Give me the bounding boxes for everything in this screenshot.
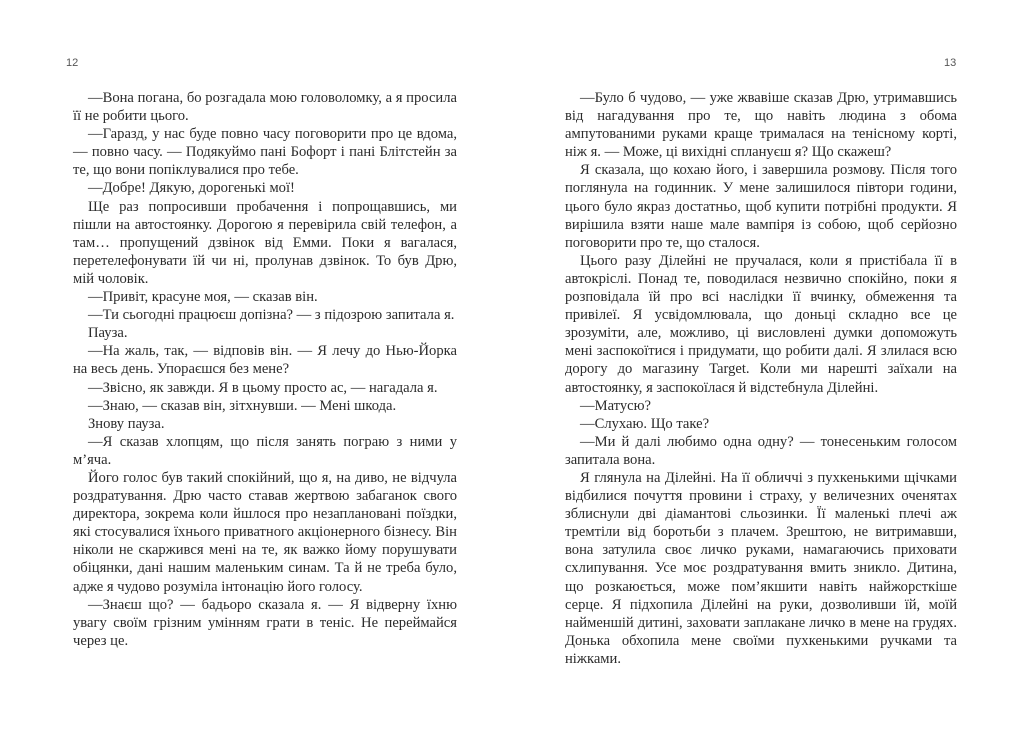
- paragraph: —Вона погана, бо розгадала мою головоломку, а я просила її не робити цього.: [73, 90, 457, 125]
- paragraph: Ще раз попросивши пробачення і попрощавшись, ми пішли на автостоянку. Дорогою я перевірила свій телефон, а там… пропущений дзвінок від Емми. Поки я вагалася, перетелефонувати їй чи ні, пролунав дзвінок. То був Дрю, мій чоловік.: [73, 198, 457, 287]
- paragraph: Я глянула на Ділейні. На її обличчі з пухкенькими щічками відбилися почуття провини і страху, у величезних оченятах зблиснули дві діамантові сльозинки. Її маленькі плечі аж тремтіли від боротьби з плачем. Зрештою, не витримавши, вона затулила своє личко руками, намагаючись приховати схлипування. Усе моє роздратування вмить зникло. Дитина, що розкаюється, може пом’якшити навіть найжорсткіше серце. Я підхопила Ділейні на руки, дозволивши їй, моїй найменшій дитині, заховати заплакане личко в мене на грудях. Донька обхопила мене своїми пухкенькими ручками та ніжками.: [565, 469, 957, 667]
- page-number-right: 13: [944, 57, 957, 69]
- paragraph: —Знаю, — сказав він, зітхнувши. — Мені шкода.: [88, 397, 397, 414]
- paragraph: —Звісно, як завжди. Я в цьому просто ас, — нагадала я.: [88, 379, 438, 396]
- paragraph: —Ти сьогодні працюєш допізна? — з підозрою запитала я.: [88, 307, 455, 324]
- paragraph: Я сказала, що кохаю його, і завершила розмову. Після того поглянула на годинник. У мене залишилося півтори години, цього було якраз достатньо, щоб купити потрібні продукти. Я вирішила взяти наше мале вампіря із собою, щоб серйозно поговорити про те, що сталося.: [565, 162, 957, 251]
- paragraph: —Матусю?: [580, 397, 652, 414]
- paragraph: —Слухаю. Що таке?: [580, 415, 710, 432]
- paragraph: —Привіт, красуне моя, — сказав він.: [88, 289, 318, 306]
- paragraph: Цього разу Ділейні не пручалася, коли я пристібала її в автокріслі. Понад те, поводилася незвично спокійно, поки я розповідала їй про всі наслідки її вчинку, обмеження та привілеї. Я усвідомлювала, що доньці складно все це зрозуміти, але, можливо, ці висловлені думки допоможуть мені заспокоїтися і придумати, що робити далі. Я злилася всю дорогу до магазину Target. Коли ми нарешті заїхали на автостоянку, я заспокоїлася й відстебнула Ділейні.: [565, 252, 957, 396]
- paragraph: —Ми й далі любимо одна одну? — тонесеньким голосом запитала вона.: [565, 433, 957, 468]
- paragraph: —Було б чудово, — уже жвавіше сказав Дрю, утримавшись від нагадування про те, що навіть людина з обома ампутованими руками краще трималася на тенісному корті, ніж я. — Може, ці вихідні сплануєш я? Що скажеш?: [565, 90, 957, 161]
- paragraph: —Добре! Дякую, дорогенькі мої!: [88, 180, 295, 197]
- right-page-text: [565, 89, 957, 668]
- paragraph: —Гаразд, у нас буде повно часу поговорити про це вдома, — повно часу. — Подякуймо пані Бофорт і пані Блітстейн за те, що вони попіклувалися про тебе.: [73, 126, 457, 179]
- paragraph: Знову пауза.: [88, 415, 165, 432]
- paragraph: —Знаєш що? — бадьоро сказала я. — Я відверну їхню увагу своїм грізним умінням грати в теніс. Не переймайся через це.: [73, 596, 457, 649]
- paragraph: —Я сказав хлопцям, що після занять пограю з ними у м’яча.: [73, 433, 457, 468]
- paragraph: —На жаль, так, — відповів він. — Я лечу до Нью-Йорка на весь день. Упораєшся без мене?: [73, 343, 457, 378]
- paragraph: Пауза.: [88, 325, 128, 342]
- paragraph: Його голос був такий спокійний, що я, на диво, не відчула роздратування. Дрю часто ставав жертвою забаганок свого директора, зокрема коли йшлося про незаплановані поїздки, які стосувалися їхнього приватного акціонерного бізнесу. Він ніколи не скаржився мені на те, як важко йому порушувати обіцянки, дані нашим маленьким синам. Та й не треба було, адже я чудово розуміла інтонацію його голосу.: [73, 469, 457, 595]
- page-number-left: 12: [66, 57, 79, 69]
- left-page-text: [73, 89, 457, 650]
